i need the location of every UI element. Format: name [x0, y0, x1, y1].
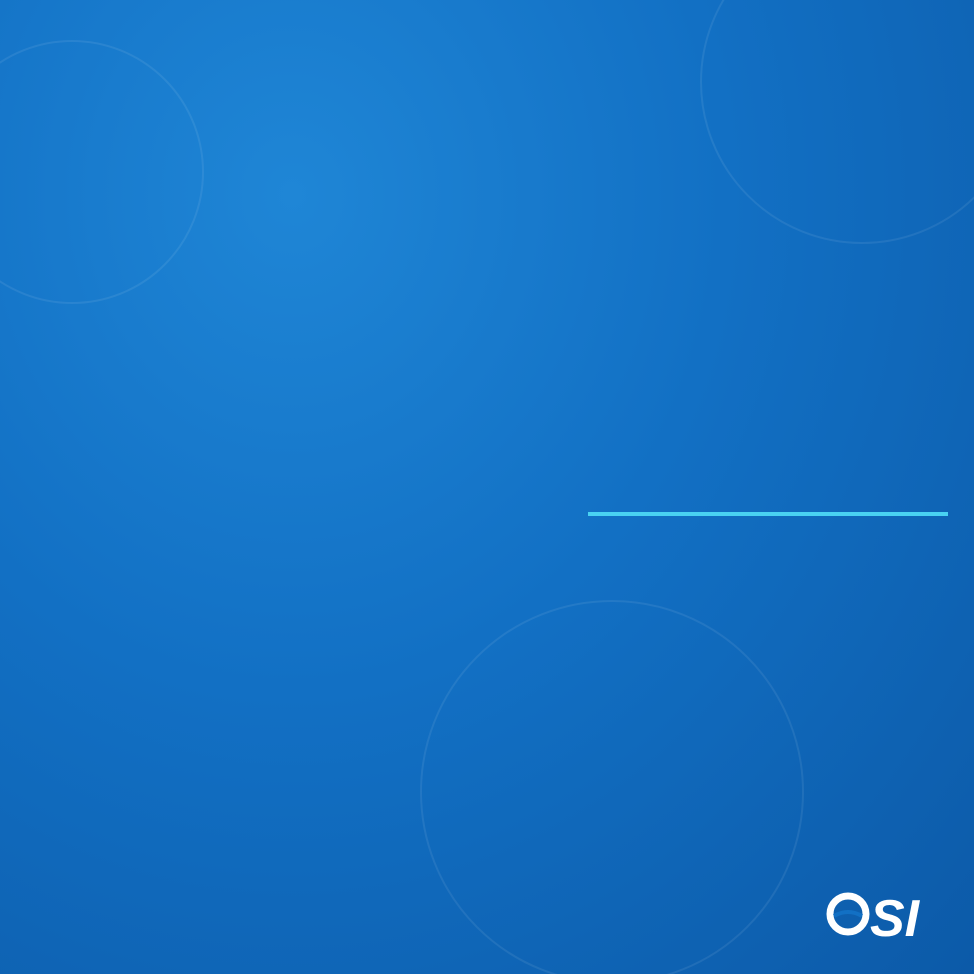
institute-logo — [826, 880, 936, 950]
decor-circle — [420, 600, 804, 974]
decor-circle — [0, 40, 204, 304]
line-chart — [580, 225, 960, 475]
section-divider — [588, 512, 948, 516]
decor-circle — [700, 0, 974, 244]
svg-text:SI: SI — [870, 890, 920, 948]
